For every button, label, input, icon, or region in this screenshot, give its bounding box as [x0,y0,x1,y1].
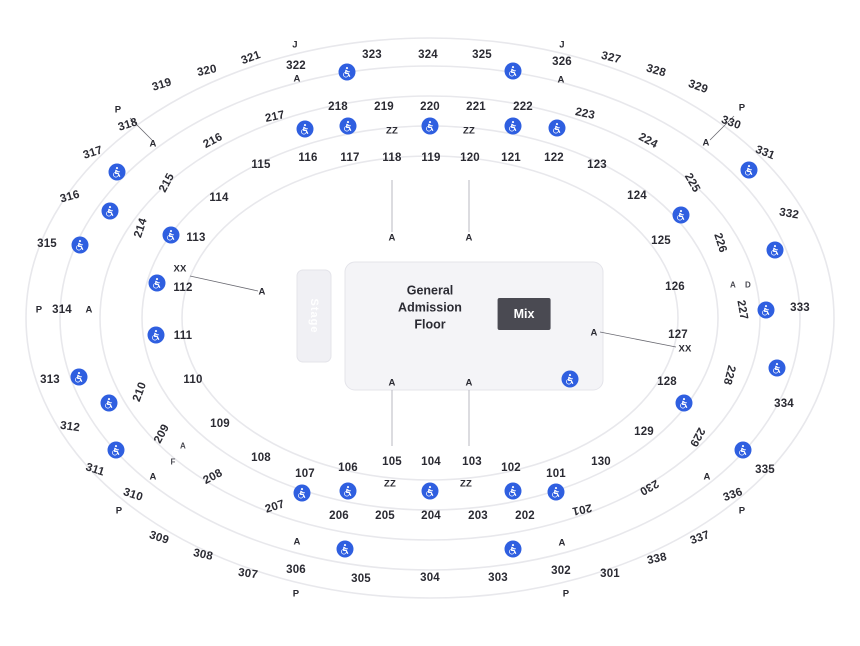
section-label-319[interactable]: 319 [150,76,174,94]
map-marker-a: A [465,232,473,244]
wheelchair-accessible-icon[interactable] [109,164,126,181]
map-marker-zz: ZZ [459,478,473,490]
wheelchair-accessible-icon[interactable] [741,162,758,179]
section-label-316[interactable]: 316 [58,188,82,206]
section-label-106[interactable]: 106 [338,462,358,474]
wheelchair-accessible-icon[interactable] [422,483,439,500]
section-label-107[interactable]: 107 [295,468,315,480]
section-label-114[interactable]: 114 [209,192,229,204]
section-label-217[interactable]: 217 [264,109,286,125]
section-label-112[interactable]: 112 [173,282,193,294]
section-label-205[interactable]: 205 [375,510,395,522]
section-label-126[interactable]: 126 [665,281,685,293]
section-label-302[interactable]: 302 [551,565,571,577]
section-label-331[interactable]: 331 [753,143,777,163]
section-label-201[interactable]: 201 [571,501,593,517]
section-label-218[interactable]: 218 [328,101,348,113]
section-label-323[interactable]: 323 [362,49,382,61]
map-marker-a: A [703,471,711,483]
map-marker-p: P [292,588,300,600]
section-label-208[interactable]: 208 [201,467,225,487]
wheelchair-accessible-icon[interactable] [505,483,522,500]
section-label-230[interactable]: 230 [637,476,661,498]
map-marker-a: A [702,137,710,149]
wheelchair-accessible-icon[interactable] [673,207,690,224]
section-label-227[interactable]: 227 [734,299,750,321]
section-label-103[interactable]: 103 [462,456,482,468]
section-label-329[interactable]: 329 [686,77,710,97]
section-label-214[interactable]: 214 [132,216,150,240]
stage-block: Stage [308,298,320,334]
section-label-310[interactable]: 310 [121,486,145,504]
wheelchair-accessible-icon[interactable] [548,484,565,501]
wheelchair-accessible-icon[interactable] [562,371,579,388]
section-label-221[interactable]: 221 [466,101,486,113]
section-label-225[interactable]: 225 [681,171,703,195]
section-label-332[interactable]: 332 [778,206,800,222]
section-label-202[interactable]: 202 [515,510,535,522]
section-label-320[interactable]: 320 [196,63,218,79]
section-label-305[interactable]: 305 [351,573,371,585]
wheelchair-accessible-icon[interactable] [758,302,775,319]
section-label-209[interactable]: 209 [152,422,172,446]
section-label-304[interactable]: 304 [420,572,440,584]
section-label-303[interactable]: 303 [488,572,508,584]
section-label-317[interactable]: 317 [81,144,105,162]
section-label-117[interactable]: 117 [340,152,360,164]
section-label-318[interactable]: 318 [116,116,140,134]
section-label-330[interactable]: 330 [719,113,743,133]
map-marker-j: J [292,39,298,51]
map-marker-p: P [738,505,746,517]
section-label-113[interactable]: 113 [186,232,206,244]
section-label-307[interactable]: 307 [237,566,259,582]
map-marker-a: A [388,232,396,244]
wheelchair-accessible-icon[interactable] [163,227,180,244]
wheelchair-accessible-icon[interactable] [735,442,752,459]
section-label-315[interactable]: 315 [37,238,57,250]
map-marker-p: P [35,304,43,316]
map-marker-j: J [559,39,565,51]
section-label-116[interactable]: 116 [298,152,318,164]
wheelchair-accessible-icon[interactable] [297,121,314,138]
section-label-325[interactable]: 325 [472,49,492,61]
wheelchair-accessible-icon[interactable] [549,120,566,137]
section-label-115[interactable]: 115 [251,159,271,171]
section-label-335[interactable]: 335 [755,464,775,476]
wheelchair-accessible-icon[interactable] [340,483,357,500]
ga-line-2: Admission [398,300,462,315]
section-label-301[interactable]: 301 [600,568,620,580]
map-marker-a: A [149,138,157,150]
section-label-108[interactable]: 108 [251,452,271,464]
wheelchair-accessible-icon[interactable] [505,541,522,558]
section-label-226[interactable]: 226 [711,231,729,255]
general-admission-floor-label [398,283,462,334]
ga-line-3: Floor [414,317,446,332]
section-label-306[interactable]: 306 [286,564,306,576]
wheelchair-accessible-icon[interactable] [148,327,165,344]
ga-line-1: General [406,283,454,298]
section-label-324[interactable]: 324 [418,49,438,61]
section-label-321[interactable]: 321 [239,48,263,68]
section-label-206[interactable]: 206 [329,510,349,522]
section-label-327[interactable]: 327 [599,49,623,67]
section-label-121[interactable]: 121 [501,152,521,164]
wheelchair-accessible-icon[interactable] [422,118,439,135]
map-marker-f: F [170,457,176,467]
map-marker-d: D [745,280,751,290]
map-marker-xx: XX [678,343,692,355]
section-label-102[interactable]: 102 [501,462,521,474]
section-label-203[interactable]: 203 [468,510,488,522]
section-label-105[interactable]: 105 [382,456,402,468]
section-label-311[interactable]: 311 [84,461,106,479]
wheelchair-accessible-icon[interactable] [769,360,786,377]
section-label-122[interactable]: 122 [544,152,564,164]
mix-position: Mix [498,298,551,330]
map-marker-xx: XX [173,263,187,275]
section-label-130[interactable]: 130 [591,456,611,468]
section-label-334[interactable]: 334 [774,398,794,410]
wheelchair-accessible-icon[interactable] [108,442,125,459]
section-label-111[interactable]: 111 [173,330,193,342]
section-label-124[interactable]: 124 [627,190,647,202]
section-label-207[interactable]: 207 [263,498,287,516]
section-label-118[interactable]: 118 [382,152,402,164]
wheelchair-accessible-icon[interactable] [101,395,118,412]
map-marker-a: A [558,537,566,549]
map-marker-p: P [114,104,122,116]
wheelchair-accessible-icon[interactable] [676,395,693,412]
section-label-309[interactable]: 309 [147,529,171,547]
wheelchair-accessible-icon[interactable] [294,485,311,502]
section-label-326[interactable]: 326 [552,56,572,68]
section-label-120[interactable]: 120 [460,152,480,164]
section-label-314[interactable]: 314 [52,304,72,316]
section-label-210[interactable]: 210 [130,380,150,404]
map-marker-a: A [258,286,266,298]
wheelchair-accessible-icon[interactable] [149,275,166,292]
wheelchair-accessible-icon[interactable] [767,242,784,259]
wheelchair-accessible-icon[interactable] [337,541,354,558]
map-marker-a: A [293,536,301,548]
section-label-101[interactable]: 101 [546,468,566,480]
map-marker-a: A [388,377,396,389]
map-marker-a: A [730,280,736,290]
map-marker-zz: ZZ [462,125,476,137]
section-label-313[interactable]: 313 [40,374,60,386]
section-label-220[interactable]: 220 [420,101,440,113]
wheelchair-accessible-icon[interactable] [505,63,522,80]
section-label-204[interactable]: 204 [421,510,441,522]
map-marker-a: A [590,327,598,339]
map-marker-p: P [738,102,746,114]
section-label-219[interactable]: 219 [374,101,394,113]
wheelchair-accessible-icon[interactable] [102,203,119,220]
map-marker-a: A [85,304,93,316]
section-label-228[interactable]: 228 [720,363,738,387]
section-label-125[interactable]: 125 [651,235,671,247]
section-label-312[interactable]: 312 [59,419,81,435]
map-marker-a: A [180,441,186,451]
wheelchair-accessible-icon[interactable] [340,118,357,135]
section-label-127[interactable]: 127 [668,329,688,341]
section-label-224[interactable]: 224 [636,131,660,151]
section-label-223[interactable]: 223 [574,106,596,122]
wheelchair-accessible-icon[interactable] [71,369,88,386]
section-label-129[interactable]: 129 [634,426,654,438]
section-label-123[interactable]: 123 [587,159,607,171]
map-marker-a: A [557,74,565,86]
section-label-128[interactable]: 128 [657,376,677,388]
section-label-222[interactable]: 222 [513,101,533,113]
section-label-119[interactable]: 119 [421,152,441,164]
section-label-229[interactable]: 229 [687,425,707,449]
map-marker-zz: ZZ [385,125,399,137]
map-marker-a: A [465,377,473,389]
section-label-104[interactable]: 104 [421,456,441,468]
section-label-110[interactable]: 110 [183,374,203,386]
map-marker-p: P [115,505,123,517]
wheelchair-accessible-icon[interactable] [505,118,522,135]
section-label-308[interactable]: 308 [192,547,214,563]
section-label-322[interactable]: 322 [286,60,306,72]
section-label-338[interactable]: 338 [646,551,668,567]
map-marker-a: A [149,471,157,483]
section-label-336[interactable]: 336 [721,485,745,505]
section-label-337[interactable]: 337 [688,528,712,548]
wheelchair-accessible-icon[interactable] [339,64,356,81]
section-label-333[interactable]: 333 [790,302,810,314]
section-label-328[interactable]: 328 [644,62,668,80]
map-marker-a: A [293,73,301,85]
wheelchair-accessible-icon[interactable] [72,237,89,254]
section-label-215[interactable]: 215 [157,171,177,195]
map-marker-p: P [562,588,570,600]
section-label-216[interactable]: 216 [201,131,225,151]
map-marker-zz: ZZ [383,478,397,490]
section-label-109[interactable]: 109 [210,418,230,430]
